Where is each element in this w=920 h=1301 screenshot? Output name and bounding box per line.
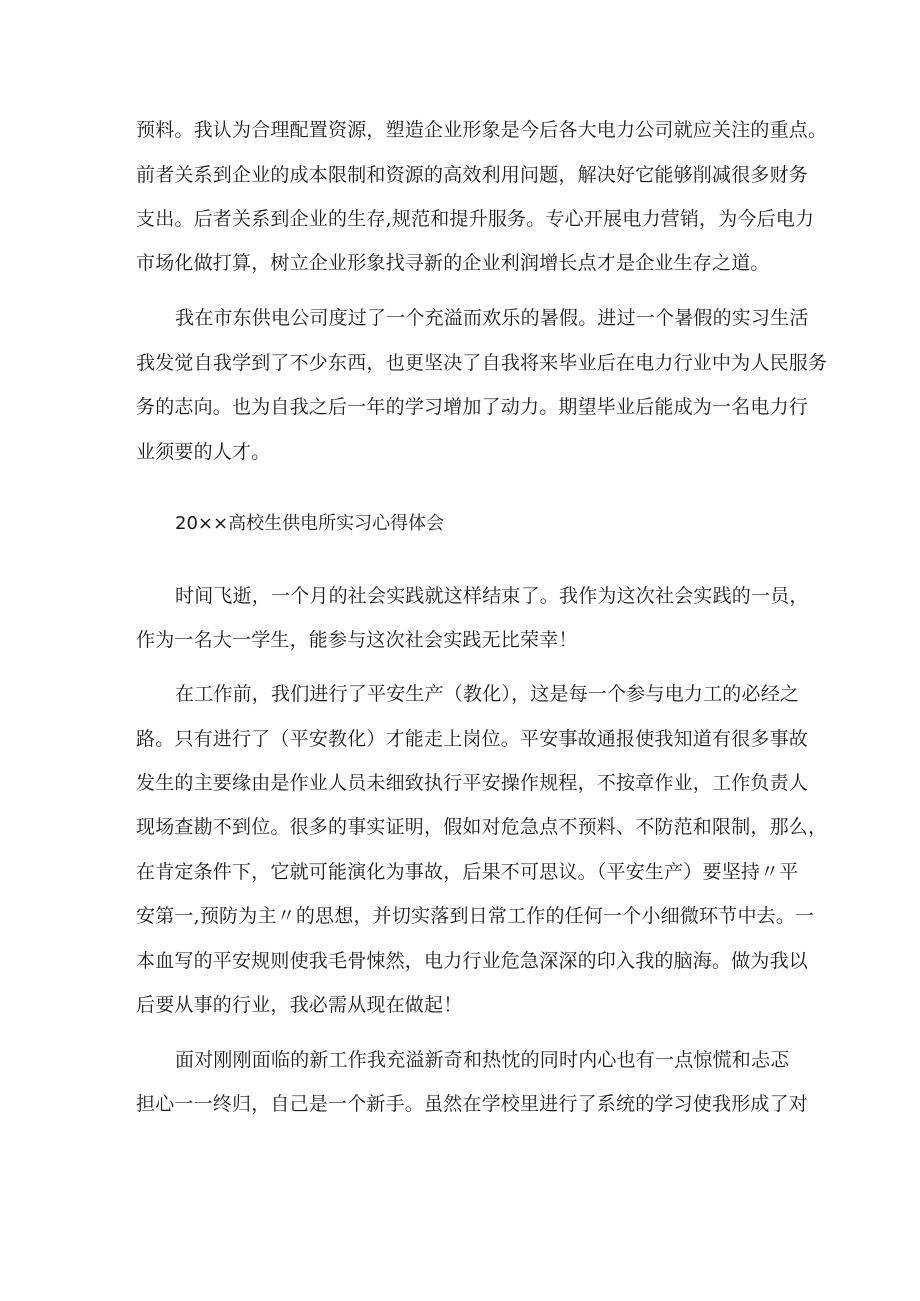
paragraph-5-line-1: 面对刚刚面临的新工作我充溢新奇和热忱的同时内心也有一点惊慌和忐忑 — [175, 1049, 790, 1071]
paragraph-4-line-6: 安第一,预防为主〃的思想，并切实落到日常工作的任何一个小细微环节中去。一 — [136, 905, 815, 927]
paragraph-1-line-3: 支出。后者关系到企业的生存,规范和提升服务。专心开展电力营销，为今后电力 — [136, 208, 815, 230]
paragraph-3-line-1: 时间飞逝，一个月的社会实践就这样结束了。我作为这次社会实践的一员， — [175, 585, 809, 607]
paragraph-4-line-7: 本血写的平安规则使我毛骨悚然，电力行业危急深深的印入我的脑海。做为我以 — [136, 950, 809, 972]
paragraph-2-line-2: 我发觉自我学到了不少东西，也更坚决了自我将来毕业后在电力行业中为人民服务 — [136, 352, 828, 374]
paragraph-2-line-4: 业须要的人才。 — [136, 441, 271, 463]
paragraph-4-line-1: 在工作前，我们进行了平安生产（教化），这是每一个参与电力工的必经之 — [175, 683, 800, 705]
paragraph-4-line-5: 在肯定条件下，它就可能演化为事故，后果不可思议。（平安生产）要坚持〃平 — [136, 861, 799, 883]
section-heading: 20××高校生供电所实习心得体会 — [175, 513, 445, 534]
paragraph-5-line-2: 担心一一终归，自己是一个新手。虽然在学校里进行了系统的学习使我形成了对 — [136, 1093, 809, 1115]
paragraph-2-line-3: 务的志向。也为自我之后一年的学习增加了动力。期望毕业后能成为一名电力行 — [136, 396, 809, 418]
paragraph-1-line-1: 预料。我认为合理配置资源，塑造企业形象是今后各大电力公司就应关注的重点。 — [136, 119, 828, 141]
paragraph-3-line-2: 作为一名大一学生，能参与这次社会实践无比荣幸！ — [136, 629, 578, 651]
paragraph-4-line-2: 路。只有进行了（平安教化）才能走上岗位。平安事故通报使我知道有很多事故 — [136, 728, 809, 750]
paragraph-4-line-8: 后要从事的行业，我必需从现在做起！ — [136, 994, 463, 1016]
paragraph-4-line-3: 发生的主要缘由是作业人员未细致执行平安操作规程，不按章作业，工作负责人 — [136, 772, 809, 794]
paragraph-4-line-4: 现场查勘不到位。很多的事实证明，假如对危急点不预料、不防范和限制，那么， — [136, 816, 828, 838]
paragraph-2-line-1: 我在市东供电公司度过了一个充溢而欢乐的暑假。进过一个暑假的实习生活 — [175, 307, 809, 329]
paragraph-1-line-4: 市场化做打算，树立企业形象找寻新的企业利润增长点才是企业生存之道。 — [136, 252, 770, 274]
paragraph-1-line-2: 前者关系到企业的成本限制和资源的高效利用问题，解决好它能够削减很多财务 — [136, 164, 809, 186]
